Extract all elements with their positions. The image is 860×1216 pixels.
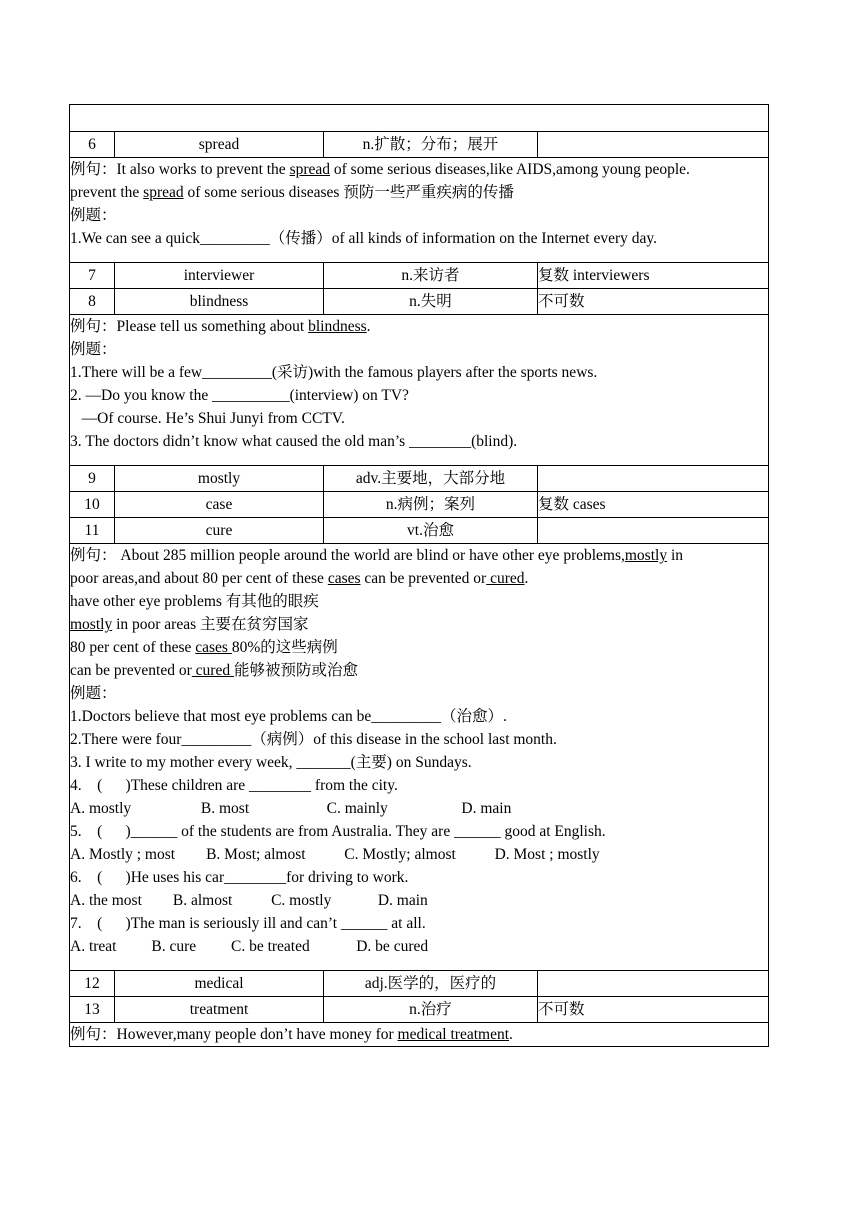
underlined-term: medical treatment	[397, 1026, 510, 1043]
word-number: 10	[70, 492, 115, 518]
text-segment: of some serious diseases,like AIDS,among young people.	[330, 161, 690, 178]
text-line	[70, 181, 768, 204]
meaning-cell: adj.医学的，医疗的	[324, 971, 538, 997]
text-segment: （病例）of this disease in the school last month.	[251, 731, 557, 748]
word-cell: spread	[115, 132, 324, 158]
example-block	[70, 544, 769, 971]
underlined-term: cases	[195, 639, 232, 656]
word-cell: blindness	[115, 289, 324, 315]
underlined-term: spread	[289, 161, 331, 178]
text-line	[70, 613, 768, 636]
text-line	[70, 407, 768, 430]
text-line	[70, 889, 768, 912]
text-segment: .	[524, 570, 529, 587]
text-segment: 6. ( )He uses his car________for driving to work.	[70, 869, 409, 886]
text-segment: —Of course. He’s Shui Junyi from CCTV.	[70, 410, 345, 427]
example-block	[70, 158, 769, 263]
meaning-cell: n.失明	[324, 289, 538, 315]
blank-cell	[70, 105, 769, 132]
text-segment: 1.There will be a few	[70, 364, 203, 381]
text-line	[70, 1023, 768, 1046]
note-cell: 复数 interviewers	[538, 263, 769, 289]
text-segment: 例句：	[70, 161, 117, 178]
note-cell	[538, 971, 769, 997]
word-row	[70, 971, 769, 997]
word-number: 8	[70, 289, 115, 315]
word-cell: case	[115, 492, 324, 518]
text-line	[70, 544, 768, 567]
text-line	[70, 384, 768, 407]
text-segment: （治愈）.	[441, 708, 507, 725]
text-line	[70, 361, 768, 384]
text-segment: （传播）of all kinds of information on the Internet every day.	[269, 230, 658, 247]
text-segment: A. mostly B. most C. mainly D. main	[70, 800, 512, 817]
text-line	[70, 705, 768, 728]
text-segment: prevent the	[70, 184, 144, 201]
text-line	[70, 682, 768, 705]
word-cell: treatment	[115, 997, 324, 1023]
text-segment: 1.Doctors believe that most eye problems can be	[70, 708, 372, 725]
word-cell: medical	[115, 971, 324, 997]
example-block-row	[70, 1023, 769, 1047]
text-segment: 2.There were four	[70, 731, 182, 748]
underlined-term: spread	[143, 184, 184, 201]
text-segment: A. treat B. cure C. be treated D. be cured	[70, 938, 429, 955]
text-segment: 4. ( )These children are ________ from the city.	[70, 777, 398, 794]
text-segment: can be prevented or	[360, 570, 487, 587]
word-cell: interviewer	[115, 263, 324, 289]
meaning-cell: vt.治愈	[324, 518, 538, 544]
text-segment: 例句：	[70, 318, 117, 335]
text-segment: 例题：	[70, 207, 117, 224]
text-line	[70, 912, 768, 935]
text-segment: 能够被预防或治愈	[233, 662, 358, 679]
meaning-cell: n.来访者	[324, 263, 538, 289]
note-cell: 不可数	[538, 289, 769, 315]
underlined-term: cured	[191, 662, 234, 679]
block-spacer	[70, 453, 768, 465]
text-line	[70, 227, 768, 250]
text-line	[70, 430, 768, 453]
text-segment: 1.We can see a quick	[70, 230, 201, 247]
text-segment: 例题：	[70, 341, 117, 358]
note-cell	[538, 132, 769, 158]
word-row	[70, 492, 769, 518]
note-cell	[538, 518, 769, 544]
text-segment: in	[667, 547, 684, 564]
note-cell: 复数 cases	[538, 492, 769, 518]
text-line	[70, 590, 768, 613]
block-spacer	[70, 958, 768, 970]
example-block-row	[70, 315, 769, 466]
word-number: 13	[70, 997, 115, 1023]
block-spacer	[70, 250, 768, 262]
text-segment: A. the most B. almost C. mostly D. main	[70, 892, 428, 909]
example-block	[70, 1023, 769, 1047]
text-line	[70, 567, 768, 590]
text-line	[70, 820, 768, 843]
text-line	[70, 774, 768, 797]
word-row	[70, 518, 769, 544]
word-row	[70, 263, 769, 289]
blank-row	[70, 105, 769, 132]
word-row	[70, 132, 769, 158]
text-segment: in poor areas 主要在贫穷国家	[112, 616, 309, 633]
vocabulary-table-body	[70, 105, 769, 1047]
text-segment: _________	[371, 708, 442, 725]
word-number: 11	[70, 518, 115, 544]
word-cell: cure	[115, 518, 324, 544]
text-line	[70, 204, 768, 227]
underlined-term: mostly	[624, 547, 668, 564]
text-line	[70, 659, 768, 682]
text-segment: 例题：	[70, 685, 117, 702]
example-block-row	[70, 158, 769, 263]
text-segment: can be prevented or	[70, 662, 192, 679]
text-segment: However,many people don’t have money for	[116, 1026, 398, 1043]
underlined-term: mostly	[70, 616, 113, 633]
text-segment: About 285 million people around the world are blind or have other eye problems,	[116, 547, 625, 564]
word-number: 6	[70, 132, 115, 158]
text-line	[70, 797, 768, 820]
text-line	[70, 728, 768, 751]
text-segment: .	[366, 318, 371, 335]
text-line	[70, 636, 768, 659]
text-line	[70, 315, 768, 338]
text-segment: of some serious diseases 预防一些严重疾病的传播	[183, 184, 514, 201]
text-segment: 3. The doctors didn’t know what caused the old man’s ________(blind).	[70, 433, 518, 450]
text-segment: 7. ( )The man is seriously ill and can’t ______ at all.	[70, 915, 426, 932]
underlined-term: cured	[486, 570, 525, 587]
underlined-term: blindness	[308, 318, 367, 335]
text-line	[70, 843, 768, 866]
text-line	[70, 751, 768, 774]
note-cell: 不可数	[538, 997, 769, 1023]
word-cell: mostly	[115, 466, 324, 492]
text-line	[70, 866, 768, 889]
example-block-row	[70, 544, 769, 971]
text-segment: _________	[200, 230, 270, 247]
text-segment: poor areas,and about 80 per cent of these	[70, 570, 328, 587]
word-number: 9	[70, 466, 115, 492]
text-segment: 3. I write to my mother every week, _______(主要) on Sundays.	[70, 754, 472, 771]
meaning-cell: n.扩散；分布；展开	[324, 132, 538, 158]
text-segment: A. Mostly ; most B. Most; almost C. Mostly; almost D. Most ; mostly	[70, 846, 600, 863]
underlined-term: cases	[327, 570, 361, 587]
text-segment: _________	[181, 731, 252, 748]
text-segment: Please tell us something about	[116, 318, 309, 335]
meaning-cell: n.治疗	[324, 997, 538, 1023]
word-row	[70, 289, 769, 315]
text-segment: have other eye problems 有其他的眼疾	[70, 593, 319, 610]
word-number: 7	[70, 263, 115, 289]
meaning-cell: adv.主要地，大部分地	[324, 466, 538, 492]
vocabulary-table	[69, 104, 769, 1047]
example-block	[70, 315, 769, 466]
meaning-cell: n.病例；案列	[324, 492, 538, 518]
text-segment: 2. —Do you know the __________(interview) on TV?	[70, 387, 409, 404]
note-cell	[538, 466, 769, 492]
word-number: 12	[70, 971, 115, 997]
text-segment: 例句：	[70, 547, 117, 564]
text-line	[70, 935, 768, 958]
text-line	[70, 338, 768, 361]
text-segment: 例句：	[70, 1026, 117, 1043]
text-segment: .	[509, 1026, 513, 1043]
word-row	[70, 997, 769, 1023]
text-segment: (采访)with the famous players after the sports news.	[271, 364, 598, 381]
word-row	[70, 466, 769, 492]
text-line	[70, 158, 768, 181]
text-segment: 5. ( )______ of the students are from Australia. They are ______ good at English.	[70, 823, 606, 840]
text-segment: _________	[202, 364, 272, 381]
text-segment: It also works to prevent the	[116, 161, 290, 178]
text-segment: 80%的这些病例	[231, 639, 338, 656]
text-segment: 80 per cent of these	[70, 639, 196, 656]
